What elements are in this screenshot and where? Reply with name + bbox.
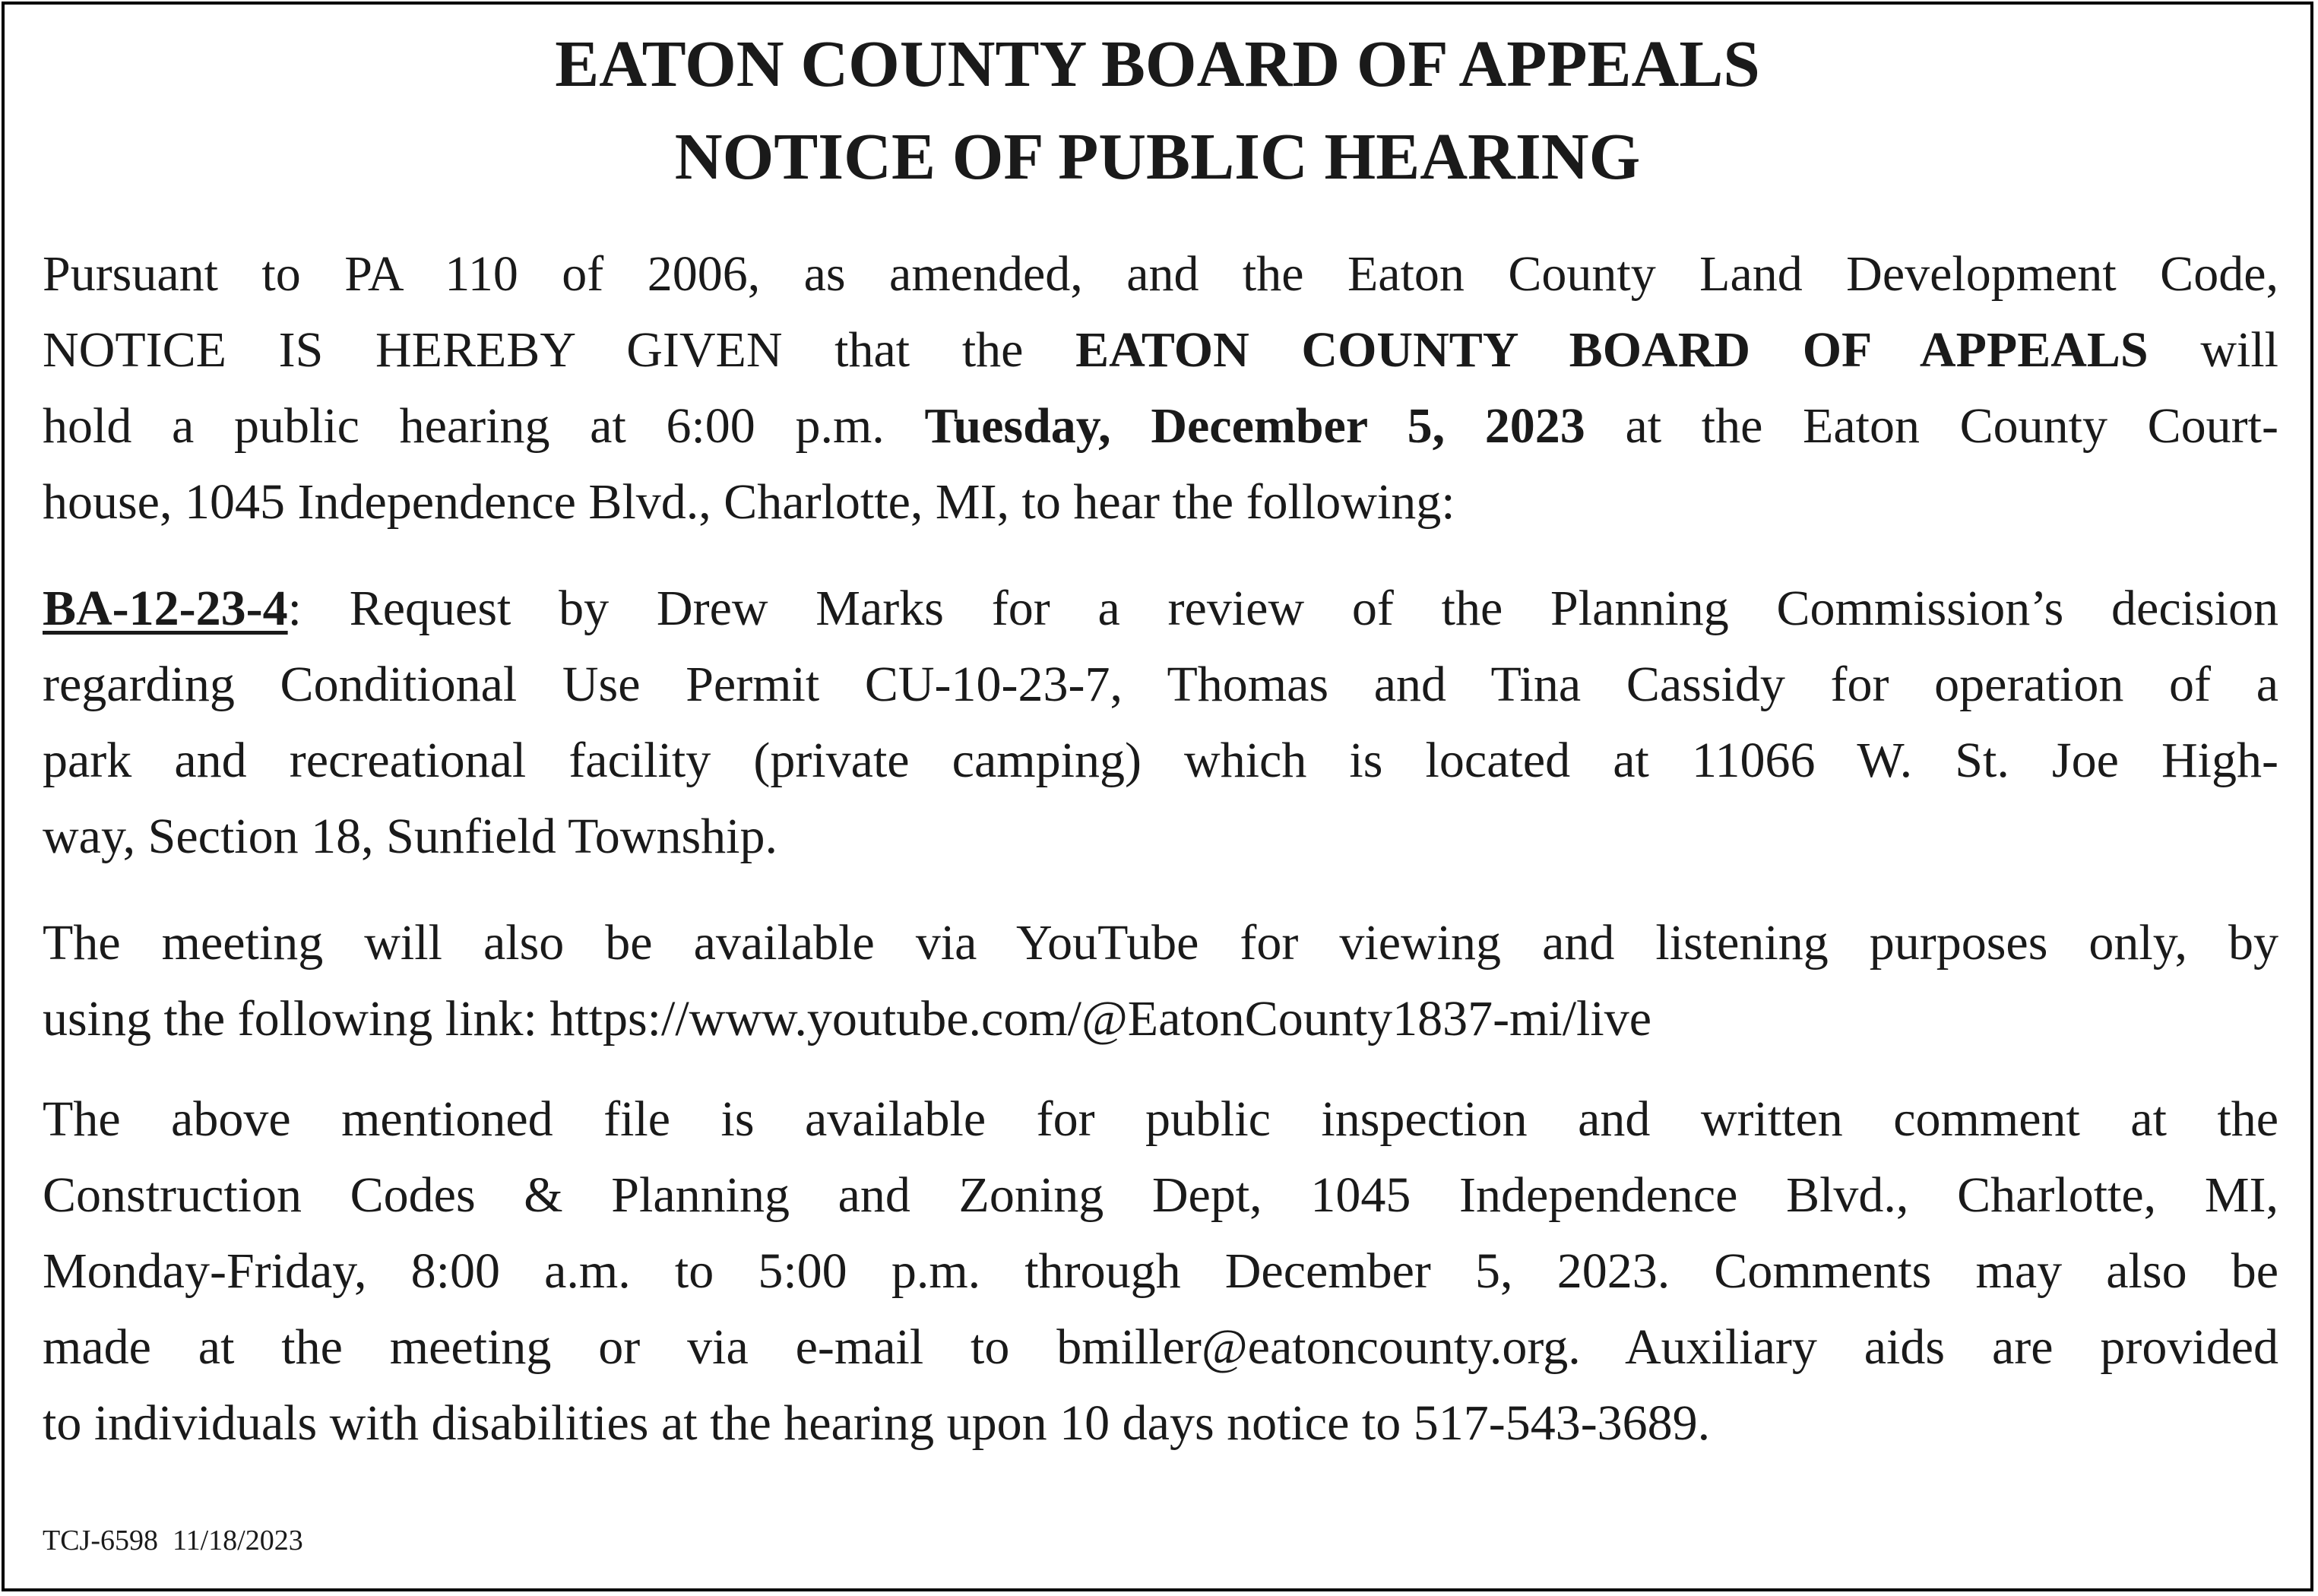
case-line [43, 571, 2278, 647]
publication-code: TCJ-6598 11/18/2023 [43, 1525, 303, 1556]
intro-line: Pursuant to PA 110 of 2006, as amended, and the Eaton County Land Development Code, [43, 246, 2278, 302]
inspection-line: The above mentioned file is available for public inspection and written comment at the [43, 1091, 2278, 1147]
intro-paragraph [43, 236, 2278, 540]
notice-title-hearing: NOTICE OF PUBLIC HEARING [674, 119, 1641, 193]
inspection-line: Monday-Friday, 8:00 a.m. to 5:00 p.m. through December 5, 2023. Comments may also be [43, 1243, 2278, 1299]
intro-line [43, 388, 2278, 464]
intro-text: will [2148, 322, 2278, 378]
inspection-line: Construction Codes & Planning and Zoning Dept, 1045 Independence Blvd., Charlotte, MI, [43, 1167, 2278, 1223]
public-notice [2, 2, 2313, 1591]
board-name-bold: EATON COUNTY BOARD OF APPEALS [1075, 322, 2149, 378]
intro-text: at the Eaton County Court- [1585, 398, 2278, 454]
inspection-line: to individuals with disabilities at the hearing upon 10 days notice to 517-543-3689. [43, 1395, 1711, 1451]
intro-line: house, 1045 Independence Blvd., Charlotte, MI, to hear the following: [43, 474, 1455, 530]
intro-text: hold a public hearing at 6:00 p.m. [43, 398, 925, 454]
hearing-date-bold: Tuesday, December 5, 2023 [924, 398, 1585, 454]
inspection-paragraph [43, 1081, 2278, 1461]
youtube-line: The meeting will also be available via YouTube for viewing and listening purposes only, by [43, 915, 2278, 971]
case-paragraph [43, 571, 2278, 875]
intro-line [43, 312, 2278, 388]
notice-title-board: EATON COUNTY BOARD OF APPEALS [555, 27, 1760, 100]
youtube-paragraph [43, 905, 2278, 1057]
inspection-line: made at the meeting or via e-mail to bmiller@eatoncounty.org. Auxiliary aids are provided [43, 1319, 2278, 1375]
case-line: park and recreational facility (private camping) which is located at 11066 W. St. Joe High- [43, 733, 2278, 788]
case-line: way, Section 18, Sunfield Township. [43, 809, 777, 864]
case-line: regarding Conditional Use Permit CU-10-23-7, Thomas and Tina Cassidy for operation of a [43, 657, 2278, 712]
youtube-link-line: using the following link: https://www.youtube.com/@EatonCounty1837-mi/live [43, 991, 1652, 1047]
intro-text: NOTICE IS HEREBY GIVEN that the [43, 322, 1076, 378]
case-text: : Request by Drew Marks for a review of the Planning Commission’s decision [287, 581, 2278, 636]
case-number: BA-12-23-4 [43, 581, 288, 636]
